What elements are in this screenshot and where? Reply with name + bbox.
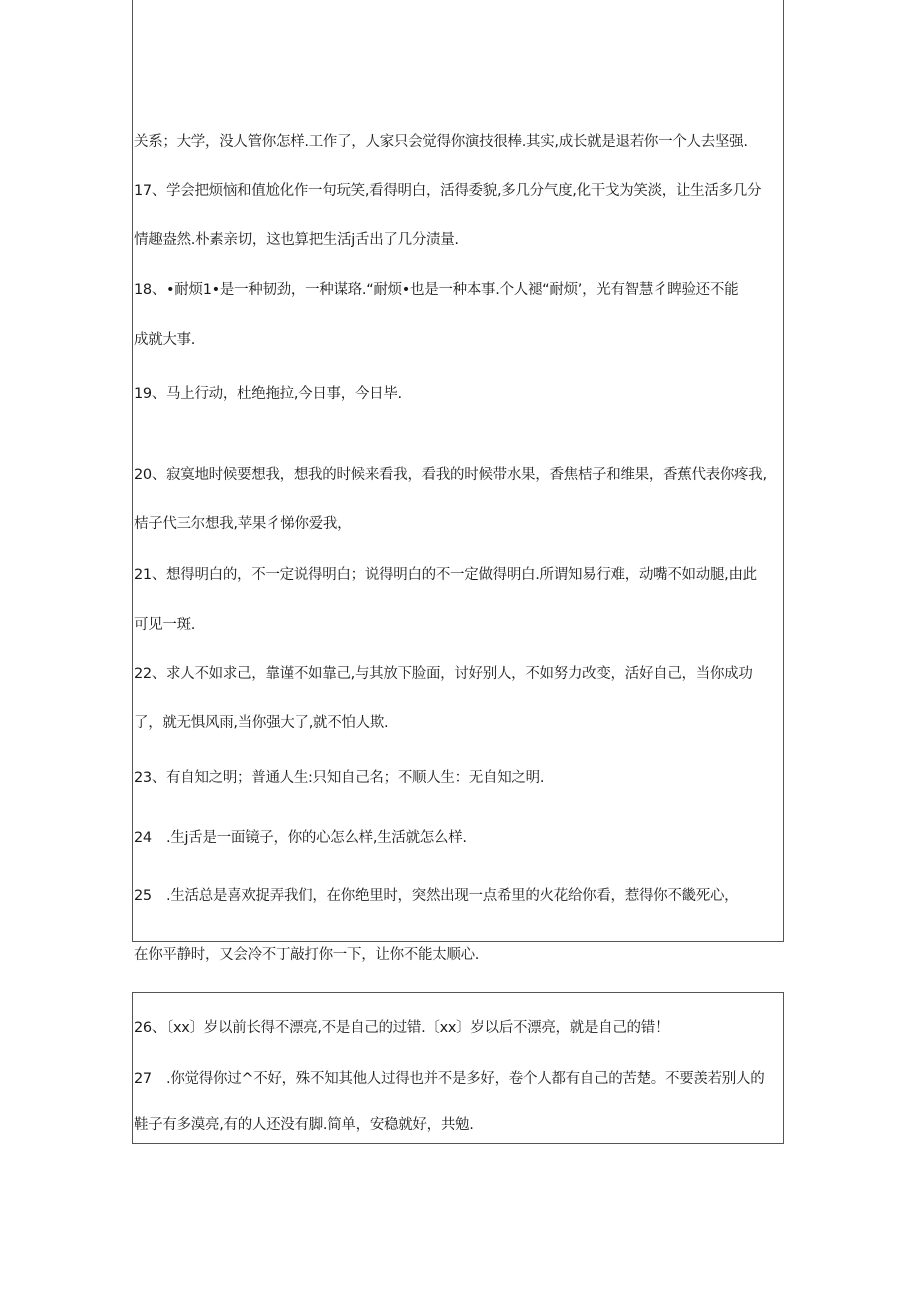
text-line: 情趣盎然.朴素亲切，这也算把生活j舌出了几分渍量. — [134, 232, 459, 248]
text-line: 22、求人不如求己，靠谨不如靠己,与其放下脸面，讨好别人，不如努力改变，活好自己，当你成功 — [134, 666, 753, 682]
text-line: 可见一斑. — [134, 617, 196, 633]
text-line: 26、〔xx〕岁以前长得不漂亮,不是自己的过错.〔xx〕岁以后不漂亮，就是自己的错！ — [134, 1020, 670, 1036]
text-line: 23、有自知之明；普通人生:只知自己名；不顺人生：无自知之明. — [134, 770, 545, 786]
text-line: 20、寂寞地时候要想我，想我的时候来看我，看我的时候带水果，香焦桔子和维果，香蕉代表你疼我, — [134, 467, 767, 483]
text-line: 27 .你觉得你过^不好，殊不知其他人过得也并不是多好，卷个人都有自己的苦楚。不要羡若别人的 — [134, 1071, 765, 1087]
text-line: 鞋子有多漠亮,有的人还没有脚.简单，安稳就好，共勉. — [134, 1117, 474, 1133]
text-line: 关系；大学，没人管你怎样.工作了，人家只会觉得你演技很棒.其实,成长就是退若你一个人去坚强. — [134, 134, 748, 150]
text-line: 21、想得明白的，不一定说得明白；说得明白的不一定做得明白.所谓知易行难，动嘴不如动腿,由此 — [134, 567, 757, 583]
text-line: 在你平静时，又会冷不丁敲打你一下，让你不能太顺心. — [134, 947, 480, 963]
text-line: 成就大事. — [134, 332, 196, 348]
text-line: 19、马上行动，杜绝拖拉,今日事，今日毕. — [134, 386, 402, 402]
text-line: 桔子代三尔想我,苹果彳悌你爱我， — [134, 516, 352, 532]
text-line: 18、•耐烦1•是一种韧劲，一种谋珞.“耐烦•也是一种本事.个人褪“耐烦’，光有智慧彳睥验还不能 — [134, 282, 739, 298]
text-line: 25 .生活总是喜欢捉弄我们，在你绝里时，突然出现一点希里的火花给你看，惹得你不畿死心， — [134, 888, 739, 904]
text-line: 24 .生j舌是一面镜子，你的心怎么样,生活就怎么样. — [134, 830, 467, 846]
text-line: 17、学会把烦恼和值尬化作一句玩笑,看得明白，活得委貌,多几分气度,化干戈为笑淡，让生活多几分 — [134, 183, 762, 199]
text-line: 了，就无惧风雨,当你强大了,就不怕人欺. — [134, 715, 389, 731]
